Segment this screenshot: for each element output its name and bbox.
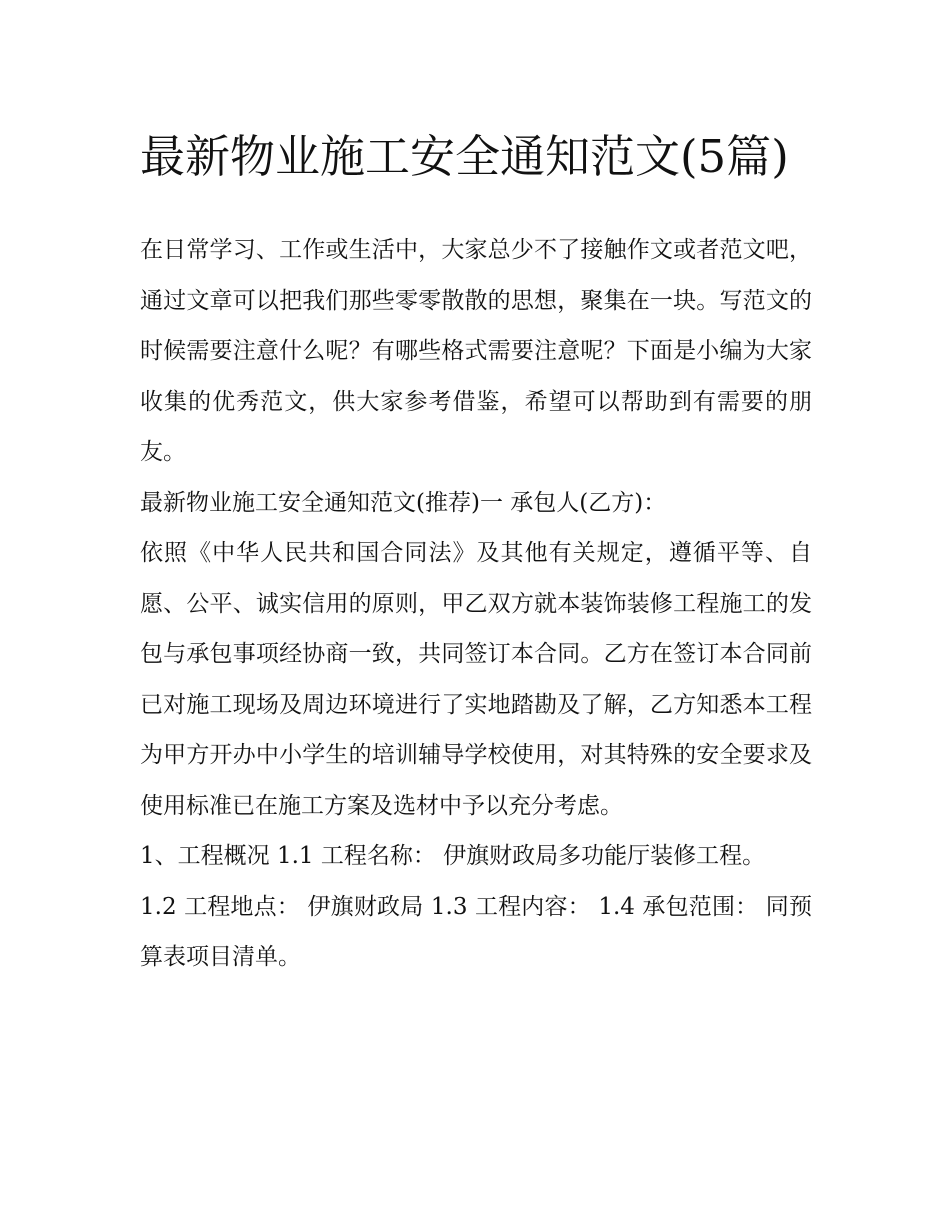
section-heading-paragraph: 最新物业施工安全通知范文(推荐)一 承包人(乙方)： xyxy=(140,489,667,516)
intro-paragraph: 在日常学习、工作或生活中，大家总少不了接触作文或者范文吧，通过文章可以把我们那些零零散散的思想，聚集在一块。写范文的时候需要注意什么呢？有哪些格式需要注意呢？下面是小编为大家收集的优秀范文，供大家参考借鉴，希望可以帮助到有需要的朋友。 xyxy=(140,237,812,465)
document-content xyxy=(140,118,812,983)
contract-preamble-paragraph: 依照《中华人民共和国合同法》及其他有关规定，遵循平等、自愿、公平、诚实信用的原则，甲乙双方就本装饰装修工程施工的发包与承包事项经协商一致，共同签订本合同。乙方在签订本合同前已对施工现场及周边环境进行了实地踏勘及了解，乙方知悉本工程为甲方开办中小学生的培训辅导学校使用，对其特殊的安全要求及使用标准已在施工方案及选材中予以充分考虑。 xyxy=(140,540,812,819)
project-location-paragraph: 1.2 工程地点： 伊旗财政局 1.3 工程内容： 1.4 承包范围： 同预算表项目清单。 xyxy=(140,893,812,970)
document-title: 最新物业施工安全通知范文(5篇) xyxy=(140,130,789,183)
project-overview-paragraph: 1、工程概况 1.1 工程名称： 伊旗财政局多功能厅装修工程。 xyxy=(140,843,766,869)
